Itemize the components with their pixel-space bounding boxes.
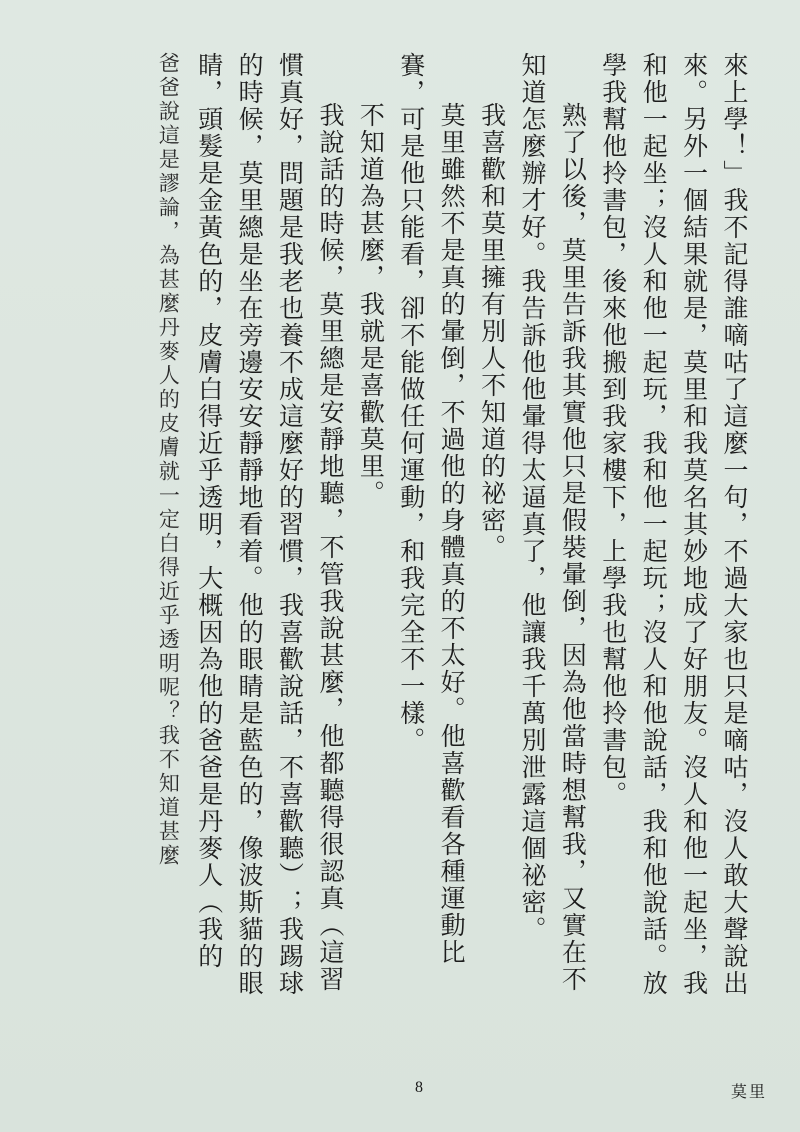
text-column: 和他一起坐；沒人和他一起玩，我和他一起玩；沒人和他說話，我和他說話。放 [639, 52, 669, 997]
text-column: 慣真好，問題是我老也養不成這麼好的習慣，我喜歡說話，不喜歡聽）；我踢球 [275, 52, 305, 997]
text-column: 學我幫他拎書包，後來他搬到我家樓下，上學我也幫他拎書包。 [598, 52, 628, 808]
text-column: 我喜歡和莫里擁有別人不知道的祕密。 [477, 102, 507, 561]
text-column: 不知道為甚麼，我就是喜歡莫里。 [356, 102, 386, 507]
text-column: 來。另外一個結果就是，莫里和我莫名其妙地成了好朋友。沒人和他一起坐，我 [679, 52, 709, 997]
body-text [148, 52, 754, 997]
text-column: 莫里雖然不是真的暈倒，不過他的身體真的不太好。他喜歡看各種運動比 [437, 102, 467, 966]
text-column: 賽，可是他只能看，卻不能做任何運動，和我完全不一樣。 [396, 52, 426, 754]
text-column: 的時候，莫里總是坐在旁邊安安靜靜地看着。他的眼睛是藍色的，像波斯貓的眼 [235, 52, 265, 997]
text-column: 爸爸說這是謬論，為甚麼丹麥人的皮膚就一定白得近乎透明呢？我不知道甚麼 [156, 52, 181, 868]
page-number: 8 [415, 1079, 423, 1096]
text-column: 我說話的時候，莫里總是安靜地聽，不管我說甚麼，他都聽得很認真（這習 [315, 102, 345, 993]
text-column: 睛，頭髮是金黃色的，皮膚白得近乎透明，大概因為他的爸爸是丹麥人（我的 [194, 52, 224, 970]
text-column: 知道怎麼辦才好。我告訴他他暈得太逼真了，他讓我千萬別泄露這個祕密。 [517, 52, 547, 943]
text-column: 來上學！」我不記得誰嘀咕了這麼一句，不過大家也只是嘀咕，沒人敢大聲說出 [720, 52, 749, 997]
running-title: 莫里 [731, 1082, 768, 1101]
text-column: 熟了以後，莫里告訴我其實他只是假裝暈倒，因為他當時想幫我，又實在不 [558, 102, 588, 993]
